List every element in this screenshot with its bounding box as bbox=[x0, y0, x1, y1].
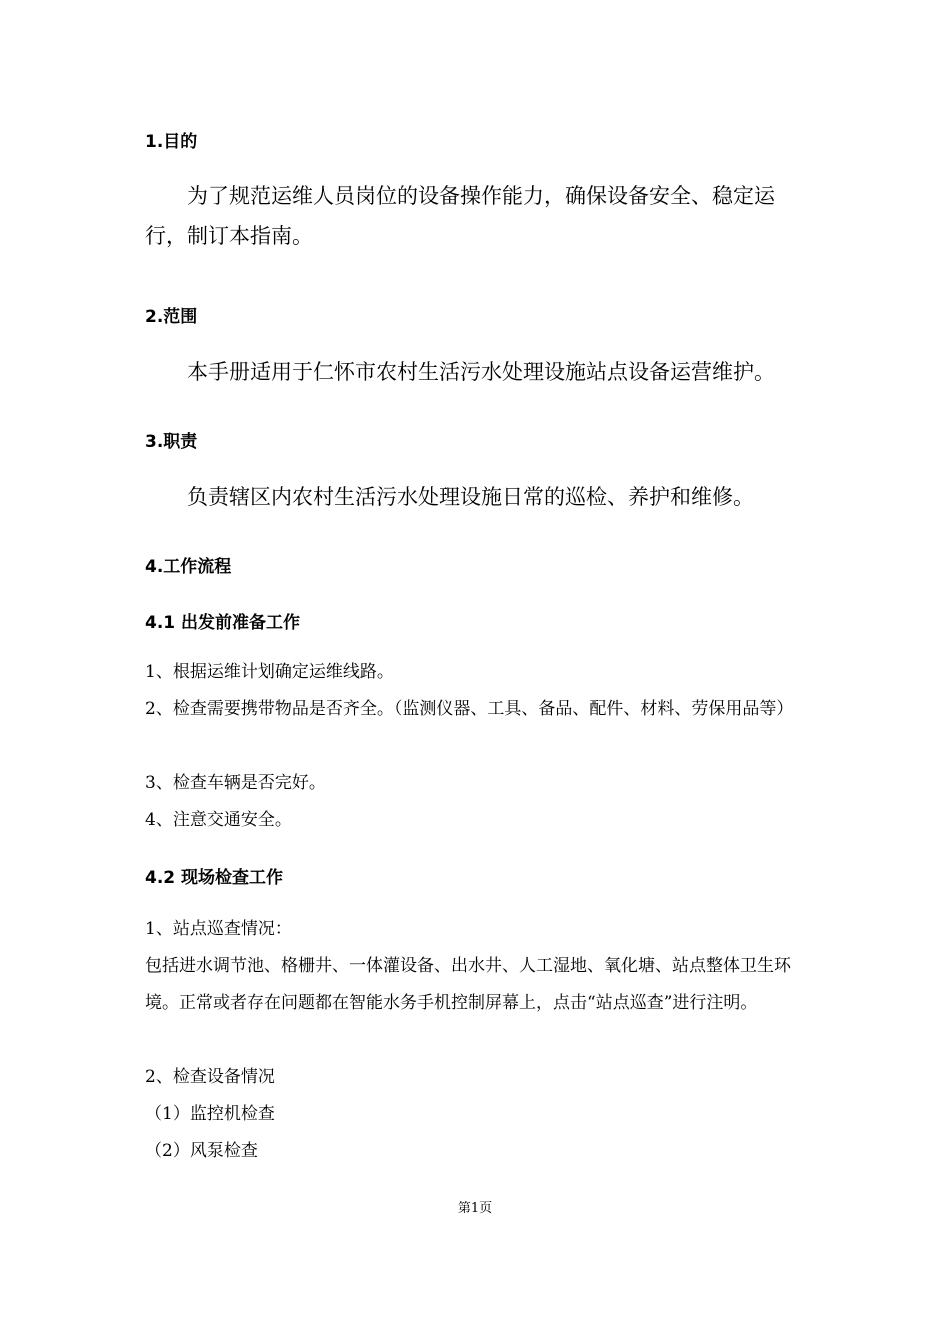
list-item: 2、检查需要携带物品是否齐全。（监测仪器、工具、备品、配件、材料、劳保用品等） bbox=[145, 699, 794, 719]
section-body-scope: 本手册适用于仁怀市农村生活污水处理设施站点设备运营维护。 bbox=[187, 360, 775, 384]
list-item: 包括进水调节池、格栅井、一体灌设备、出水井、人工湿地、氧化塘、站点整体卫生环境。正常或者存在问题都在智能水务手机控制屏幕上，点击“站点巡查”进行注明。 bbox=[145, 956, 791, 1013]
page-number: 第1页 bbox=[457, 1201, 493, 1216]
list-item: 4、注意交通安全。 bbox=[145, 810, 292, 830]
section-heading-scope: 2.范围 bbox=[145, 307, 198, 327]
section-heading-purpose: 1.目的 bbox=[145, 132, 198, 152]
list-item: （2）风泵检查 bbox=[145, 1141, 258, 1161]
section-heading-duties: 3.职责 bbox=[145, 432, 198, 452]
list-item: 3、检查车辆是否完好。 bbox=[145, 773, 326, 793]
list-item: （1）监控机检查 bbox=[145, 1104, 275, 1124]
list-item: 2、检查设备情况 bbox=[145, 1067, 275, 1087]
section-heading-workflow: 4.工作流程 bbox=[145, 557, 232, 577]
subsection-heading-preparation: 4.1 出发前准备工作 bbox=[145, 613, 301, 633]
list-item: 1、站点巡查情况： bbox=[145, 919, 292, 939]
section-body-duties: 负责辖区内农村生活污水处理设施日常的巡检、养护和维修。 bbox=[187, 485, 754, 509]
list-item: 1、根据运维计划确定运维线路。 bbox=[145, 662, 394, 682]
subsection-heading-site-inspection: 4.2 现场检查工作 bbox=[145, 868, 284, 888]
section-body-purpose: 为了规范运维人员岗位的设备操作能力，确保设备安全、稳定运行，制订本指南。 bbox=[145, 184, 775, 248]
